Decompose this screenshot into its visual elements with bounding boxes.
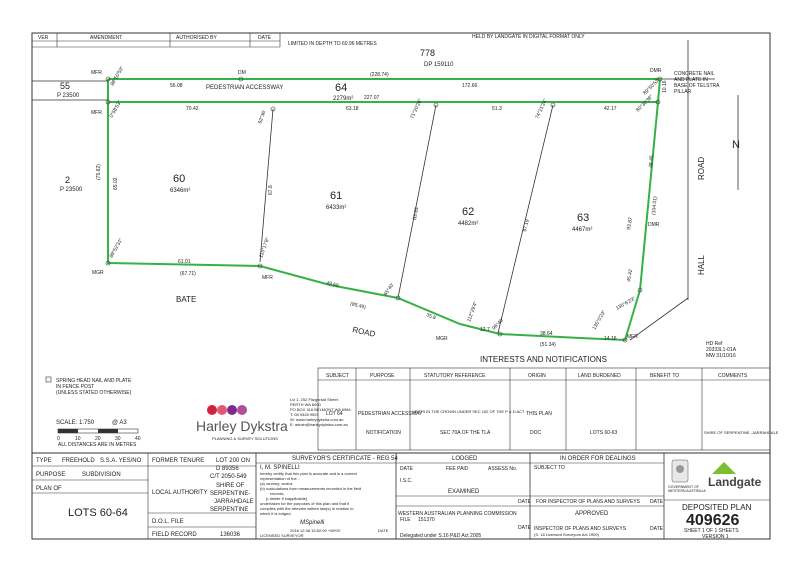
scale-bar <box>58 429 138 433</box>
mark-dmr-1: DMR <box>650 68 662 74</box>
in-order-date: DATE <box>650 499 663 505</box>
dim: (85.49) <box>349 301 367 311</box>
dimensions <box>96 72 668 348</box>
scale-label: SCALE: 1:750 <box>56 420 95 426</box>
purpose-value: SUBDIVISION <box>82 472 121 478</box>
wapc: WESTERN AUSTRALIAN PLANNING COMMISSION <box>398 511 517 517</box>
lot-60-label: 60 <box>173 173 186 185</box>
bearing: 89°52'31" <box>108 237 125 259</box>
lot-61-area: 6433m² <box>326 205 347 211</box>
assess-no: ASSESS No. <box>488 466 518 472</box>
dim: 42.17 <box>604 106 617 112</box>
version: VERSION 1 <box>702 534 729 540</box>
bearing: 89°50'53" <box>642 77 662 97</box>
landgate-name: Landgate <box>708 475 762 489</box>
shire-of: SHIRE OF <box>216 483 245 489</box>
scale-tick-0: 0 <box>57 436 60 442</box>
cert-line-7: undertaken for the purposes of this plan and that it <box>260 501 350 506</box>
delegated: Delegated under S.16 P&D Act 2005 <box>400 533 482 539</box>
lot-60-area: 6346m² <box>170 188 191 194</box>
held-by: HELD BY LANDGATE IN DIGITAL FORMAT ONLY <box>472 34 585 40</box>
legend-line-2: IN FENCE POST <box>56 384 95 390</box>
isc: I.S.C. <box>400 478 413 484</box>
in-order: IN ORDER FOR DEALINGS <box>560 456 636 462</box>
bearing: 89°50'53" <box>109 65 126 87</box>
dim: 38.64 <box>540 331 553 337</box>
dim: 10.16 <box>662 80 668 93</box>
hd-ref-num: 20333L1-01A <box>706 347 737 353</box>
bearing: 135°6'23" <box>615 295 637 312</box>
field-record-label: FIELD RECORD <box>152 532 197 538</box>
cadastre-lines <box>32 40 715 340</box>
dim: 93.87 <box>626 216 635 231</box>
col-amendment: AMENDMENT <box>90 35 123 41</box>
cert-line-3: (a) •survey; and/or <box>260 481 293 486</box>
cert-line-8: complies with the relevant written law(s) in relation to <box>260 506 354 511</box>
examined: EXAMINED <box>448 489 480 495</box>
mark-mfr-2: MFR <box>91 110 102 116</box>
paper-size: @ A3 <box>112 420 127 426</box>
type-label: TYPE <box>36 458 52 464</box>
north-arrow <box>732 95 740 190</box>
bearing: 96°40' <box>491 317 506 332</box>
row2-statutory: SEC 70A OF THE TLA <box>440 430 491 436</box>
file-label: FILE <box>400 517 411 523</box>
local-authority-label: LOCAL AUTHORITY <box>152 490 208 496</box>
bearing: 80°30'38" <box>635 94 655 114</box>
company-name: Harley Dykstra <box>196 418 288 434</box>
th-purpose: PURPOSE <box>370 373 395 379</box>
dim: 51.3 <box>492 106 502 112</box>
ct: C/T 2050-549 <box>210 474 247 480</box>
addr-4: T: 08 9328 9591 <box>290 412 319 417</box>
cert-line-2: representation of the - <box>260 476 300 481</box>
sheet: SHEET 1 OF 1 SHEETS <box>684 528 739 534</box>
title-block <box>32 453 770 540</box>
addr-3: PO BOX 316 BELMONT WA 6984 <box>290 407 351 412</box>
col-date: DATE <box>258 35 271 41</box>
dim: 45.42 <box>626 268 635 283</box>
addr-6: E: admin@harleydykstra.com.au <box>290 422 348 427</box>
dim: 227.07 <box>364 95 380 101</box>
scale-tick-30: 30 <box>115 436 121 442</box>
dp-159110: DP 159110 <box>424 62 454 68</box>
note-line-2: AND PLATE IN <box>674 77 708 83</box>
parcel-778: 778 <box>420 48 436 58</box>
lot-62-label: 62 <box>462 206 475 218</box>
note-line-3: BASE OF TELSTRA <box>674 83 720 89</box>
addr-2: PERTH WA 6000 <box>290 402 321 407</box>
th-statutory: STATUTORY REFERENCE <box>424 373 486 379</box>
landgate-icon <box>712 462 736 474</box>
company-logo <box>196 397 351 441</box>
dim: 65.02 <box>113 177 119 190</box>
bearing: 92°36' <box>257 109 268 125</box>
field-record-value: 136036 <box>220 532 241 538</box>
bearing: 74°21'24" <box>534 97 549 120</box>
type-value: FREEHOLD <box>62 458 95 464</box>
row1-statutory: VESTS IN THE CROWN UNDER SEC 152 OF THE P & D ACT <box>412 409 525 414</box>
th-subject: SUBJECT <box>326 373 349 379</box>
cert-line-6: [• delete if inapplicable] <box>266 496 307 501</box>
former-tenure: FORMER TENURE <box>152 458 205 464</box>
dim: 49.69 <box>325 280 340 289</box>
dim: (228.74) <box>370 72 389 78</box>
road-name-road: ROAD <box>351 325 377 339</box>
scale-tick-40: 40 <box>135 436 141 442</box>
cert-line-5: records, <box>270 491 285 496</box>
bearing: 71°20'28" <box>409 97 424 120</box>
approved-date: DATE <box>650 526 663 532</box>
landgate-logo <box>708 462 762 489</box>
col-authorised: AUTHORISED BY <box>176 35 217 41</box>
dim: 35.8 <box>425 312 437 322</box>
legend <box>46 377 141 448</box>
surveyor-cert: SURVEYOR'S CERTIFICATE - REG 54 <box>292 456 398 462</box>
pedestrian-accessway: PEDESTRIAN ACCESSWAY <box>206 85 284 91</box>
mark-mfr-1: MFR <box>91 70 102 76</box>
note-line-4: PILLAR <box>674 89 692 95</box>
p23500-top: P 23500 <box>57 93 80 99</box>
dim: 14.16 <box>604 336 617 342</box>
row1-subject: LOT 64 <box>326 411 343 417</box>
cert-line-9: which it is lodged. <box>260 511 292 516</box>
lot-62-area: 4482m² <box>458 221 479 227</box>
cert-line-4: (b) •calculations from measurements recorded in the field <box>260 486 362 491</box>
lot-63-area: 4467m² <box>572 227 593 233</box>
signature: MSpinelli <box>300 520 325 526</box>
p23500-left: P 23500 <box>60 187 83 193</box>
scale-tick-20: 20 <box>95 436 101 442</box>
d-89356: D 89356 <box>216 466 239 472</box>
lot-64-label: 64 <box>335 82 348 94</box>
bearing: 112°29'4" <box>466 300 480 323</box>
govt-line-2: WESTERN AUSTRALIA <box>668 489 706 493</box>
hd-ref: HD Ref <box>706 341 723 347</box>
deposited-plan-label: DEPOSITED PLAN <box>682 503 752 512</box>
limited-depth: LIMITED IN DEPTH TO 60.96 METRES <box>288 41 377 47</box>
row2-origin: DOC <box>530 430 542 436</box>
dim: 172.66 <box>462 83 478 89</box>
lot-64-area: 2279m² <box>333 96 354 102</box>
plan-of-value: LOTS 60-64 <box>68 507 128 519</box>
row1-origin: THIS PLAN <box>526 411 552 417</box>
legend-line-1: SPRING HEAD NAIL AND PLATE <box>56 378 132 384</box>
dim: (51.34) <box>540 342 556 348</box>
logo-dot-4 <box>237 405 247 415</box>
nail-symbol <box>46 377 51 382</box>
plan-of-label: PLAN OF <box>36 486 62 492</box>
bearing: 135°0'23" <box>591 309 608 331</box>
road-name-bate: BATE <box>176 295 197 304</box>
examined-date: DATE <box>518 499 531 505</box>
dol-file: D.O.L. FILE <box>152 519 184 525</box>
dim: 63.18 <box>346 106 359 112</box>
licensed-surveyor: LICENSED SURVEYOR <box>260 533 304 538</box>
cert-date: DATE <box>378 528 389 533</box>
th-comments: COMMENTS <box>718 373 748 379</box>
col-ver: VER <box>38 35 49 41</box>
dim: 12.7 <box>480 327 490 333</box>
hd-mw: MW 31/10/16 <box>706 353 736 359</box>
lodged-date: DATE <box>400 466 413 472</box>
mark-dm: DM <box>238 70 246 76</box>
locality-value: SERPENTINE <box>210 507 249 513</box>
lot-200: LOT 200 ON <box>216 458 250 464</box>
row2-purpose: NOTIFICATION <box>366 430 401 436</box>
govt-line-1: GOVERNMENT OF <box>668 485 699 489</box>
dim: 67.8 <box>268 185 274 195</box>
bearing: 0°58'53" <box>108 99 124 119</box>
surveyor-name: I, M. SPINELLI <box>260 465 300 471</box>
th-benefit: BENEFIT TO <box>650 373 680 379</box>
subject-to: SUBJECT TO <box>534 465 565 471</box>
wapc-date: DATE <box>518 525 531 531</box>
bearing: 65°40' <box>382 282 396 298</box>
parcel-55: 55 <box>60 81 71 91</box>
bearing: 115°17'8" <box>258 236 272 259</box>
lot-63-label: 63 <box>577 212 590 224</box>
dim: 83.93 <box>412 206 421 221</box>
wa-crest <box>672 460 688 482</box>
interests-table <box>318 355 779 450</box>
mark-mgr-2: MGR <box>436 336 448 342</box>
fee-paid: FEE PAID <box>446 466 469 472</box>
amendment-table <box>32 33 280 47</box>
logo-dot-3 <box>227 405 237 415</box>
mark-mgr-1: MGR <box>92 270 104 276</box>
road-name-road-right: ROAD <box>697 156 706 180</box>
scale-tick-10: 10 <box>75 436 81 442</box>
row2-land: LOTS 60-63 <box>590 430 618 436</box>
road-name-hall: HALL <box>697 254 706 275</box>
note-line-1: CONCRETE NAIL <box>674 71 715 77</box>
dim: (104.01) <box>651 196 659 216</box>
parcel-2: 2 <box>65 175 71 185</box>
th-land: LAND BURDENED <box>578 373 621 379</box>
dim: 48.45 <box>648 155 656 169</box>
addr-5: W: www.harleydykstra.com.au <box>290 417 344 422</box>
dim: 61.01 <box>178 259 191 265</box>
interests-title: INTERESTS AND NOTIFICATIONS <box>480 355 607 364</box>
th-origin: ORIGIN <box>528 373 546 379</box>
mark-dmr-2: DMR <box>648 222 660 228</box>
serpentine-j: SERPENTINE- <box>210 491 251 497</box>
row1-purpose: PEDESTRIAN ACCESSWAY <box>358 411 423 417</box>
lot-61-label: 61 <box>330 190 343 202</box>
timestamp: 2016.12.08 15:52:09 +08'00' <box>290 528 341 533</box>
lodged: LODGED <box>452 456 478 462</box>
company-tagline: PLANNING & SURVEY SOLUTIONS <box>212 436 278 441</box>
row2-comments: SHIRE OF SERPENTINE -JARRAHDALE <box>704 430 779 435</box>
cert-line-1: hereby certify that this plan is accurate and is a correct <box>260 471 357 476</box>
purpose-label: PURPOSE <box>36 472 66 478</box>
dim: (67.71) <box>180 271 196 277</box>
addr-1: Lvl 1, 252 Fitzgerald Street <box>290 397 338 402</box>
north-label: N <box>732 139 740 151</box>
mark-mfr-4: MFR <box>627 334 638 340</box>
mark-mfr-3: MFR <box>262 275 273 281</box>
dim: 97.19 <box>522 218 531 233</box>
file-value: 151370 <box>418 517 435 523</box>
ssa: S.S.A. YES/NO <box>100 458 142 464</box>
units-note: ALL DISTANCES ARE IN METRES <box>58 442 137 448</box>
inspector: INSPECTOR OF PLANS AND SURVEYS <box>534 526 627 532</box>
dim: (75.62) <box>96 164 102 180</box>
legend-line-3: (UNLESS STATED OTHERWISE) <box>56 390 132 396</box>
jarrahdale: JARRAHDALE <box>214 499 254 505</box>
plan-number: 409626 <box>686 512 740 529</box>
approved: APPROVED <box>575 511 609 517</box>
licensed-act: (S. 18 Licensed Surveyors Act 1909) <box>534 532 599 537</box>
dim: 56.08 <box>170 83 183 89</box>
logo-dot-1 <box>207 405 217 415</box>
logo-dot-2 <box>217 405 227 415</box>
dim: 70.42 <box>186 106 199 112</box>
for-inspector: FOR INSPECTOR OF PLANS AND SURVEYS <box>536 499 641 505</box>
